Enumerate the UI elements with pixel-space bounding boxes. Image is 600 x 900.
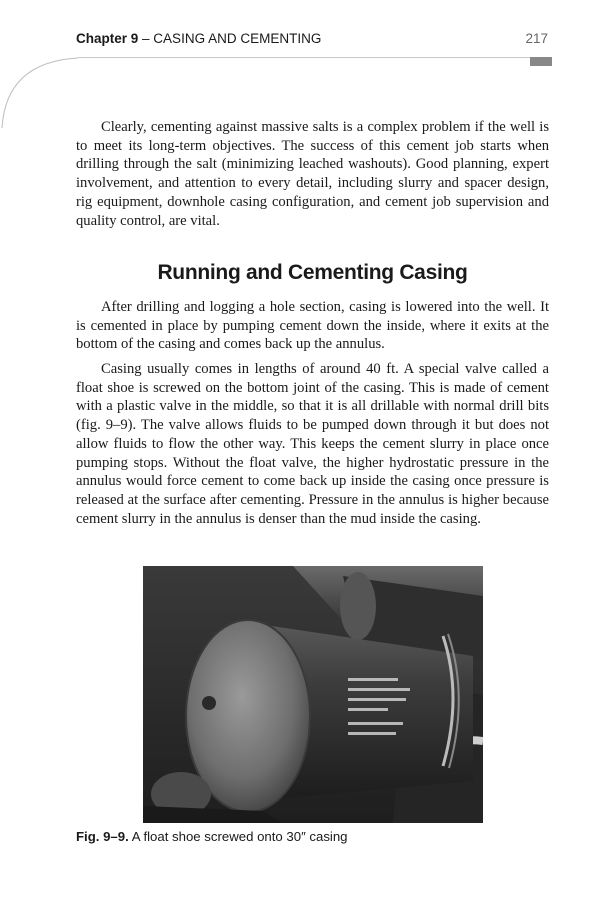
float-shoe-photo [143,566,483,823]
paragraph-running-1: After drilling and logging a hole section, casing is lowered into the well. It is cemented in place by pumping cement down the inside, where it exits at the bottom of the casing and comes back up the annulus. [76,299,549,353]
paragraph-intro: Clearly, cementing against massive salts is a complex problem if the well is to meet its long-term objectives. The success of this cement job starts when drilling through the salt (minimizing leached washouts). Good planning, expert involvement, and attention to every detail, including slurry and spacer design, rig equipment, downhole casing configuration, and cement job supervision and quality control, are vital. [76,119,549,229]
figure-caption: Fig. 9–9. A float shoe screwed onto 30″ casing [76,829,348,844]
chapter-tab-marker [530,57,552,66]
section-heading: Running and Cementing Casing [157,261,468,284]
chapter-title: Chapter 9 – CASING AND CEMENTING [76,31,322,46]
running-header [76,31,548,51]
float-shoe-illustration [143,566,483,823]
page-number: 217 [525,31,548,46]
paragraph-running-2: Casing usually comes in lengths of around 40 ft. A special valve called a float shoe is screwed on the bottom joint of the casing. This is made of cement with a plastic valve in the middle, so that it is all drillable with normal drill bits (fig. 9–9). The valve allows fluids to be pumped down through it but does not allow fluids to flow the other way. This keeps the cement slurry in place once pumping stops. Without the float valve, the higher hydrostatic pressure in the annulus would force cement to come back up inside the casing once pressure is released at the surface after cementing. Pressure in the annulus is higher because cement slurry in the annulus is denser than the mud inside the casing. [76,361,549,527]
